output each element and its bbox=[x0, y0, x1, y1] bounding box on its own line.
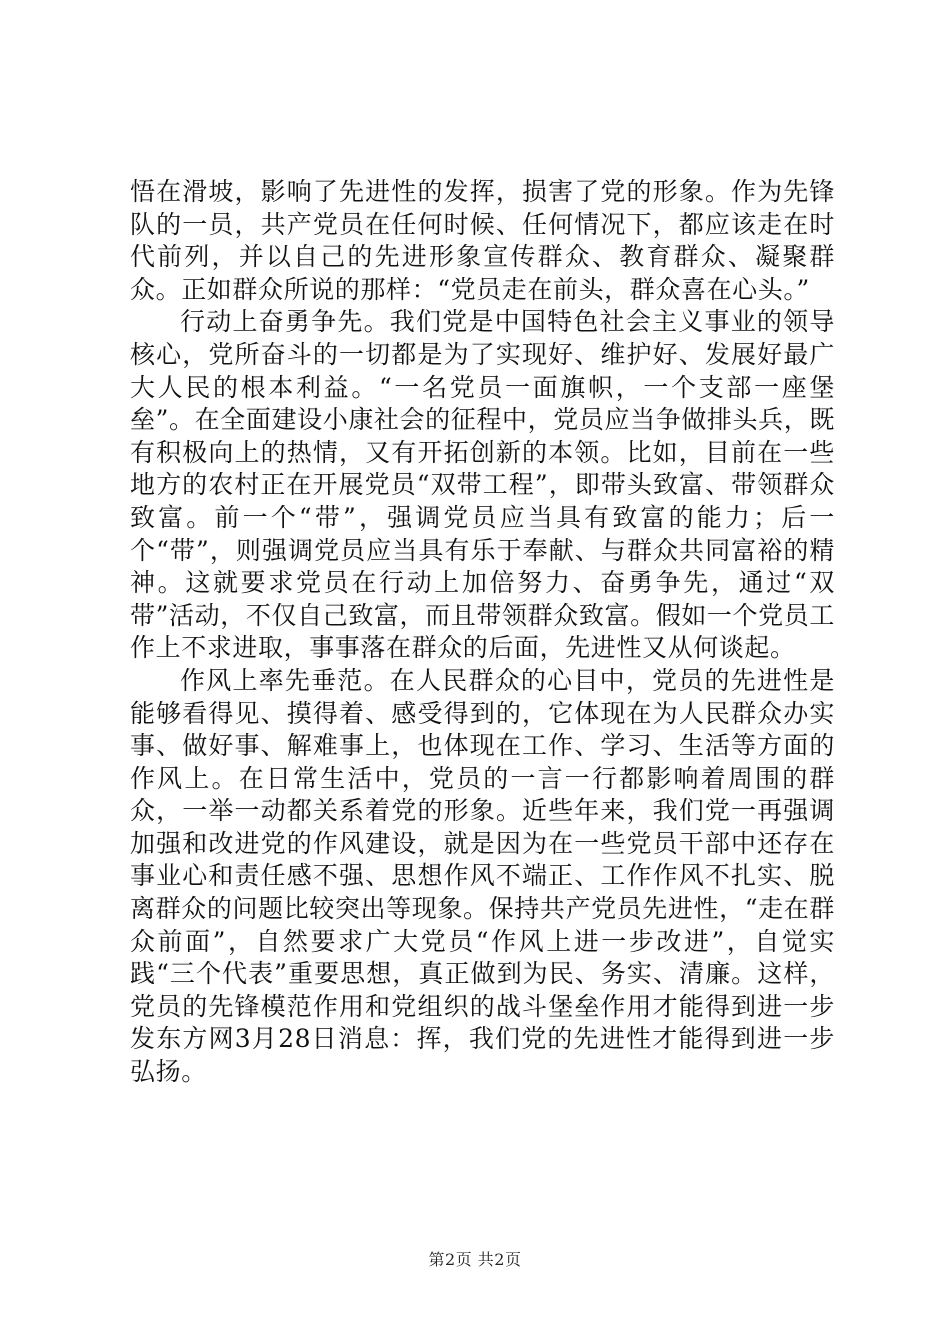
paragraph-3: 作风上率先垂范。在人民群众的心目中，党员的先进性是能够看得见、摸得着、感受得到的，它体现在为人民群众办实事、做好事、解难事上，也体现在工作、学习、生活等方面的作风上。在日常生活中，党员的一言一行都影响着周围的群众，一举一动都关系着党的形象。近些年来，我们党一再强调加强和改进党的作风建设，就是因为在一些党员干部中还存在事业心和责任感不强、思想作风不端正、工作作风不扎实、脱离群众的问题比较突出等现象。保持共产党员先进性，“走在群众前面”，自然要求广大党员“作风上进一步改进”，自觉实践“三个代表”重要思想，真正做到为民、务实、清廉。这样，党员的先锋模范作用和党组织的战斗堡垒作用才能得到进一步发东方网3月28日消息：挥，我们党的先进性才能得到进一步弘扬。 bbox=[130, 665, 835, 1087]
document-body bbox=[130, 176, 835, 1089]
page-footer: 第2页 共2页 bbox=[428, 1250, 522, 1269]
paragraph-1: 悟在滑坡，影响了先进性的发挥，损害了党的形象。作为先锋队的一员，共产党员在任何时候、任何情况下，都应该走在时代前列，并以自己的先进形象宣传群众、教育群众、凝聚群众。正如群众所说的那样：“党员走在前头，群众喜在心头。” bbox=[130, 177, 835, 304]
paragraph-2: 行动上奋勇争先。我们党是中国特色社会主义事业的领导核心，党所奋斗的一切都是为了实现好、维护好、发展好最广大人民的根本利益。“一名党员一面旗帜，一个支部一座堡垒”。在全面建设小康社会的征程中，党员应当争做排头兵，既有积极向上的热情，又有开拓创新的本领。比如，目前在一些地方的农村正在开展党员“双带工程”，即带头致富、带领群众致富。前一个“带”，强调党员应当具有致富的能力；后一个“带”，则强调党员应当具有乐于奉献、与群众共同富裕的精神。这就要求党员在行动上加倍努力、奋勇争先，通过“双带”活动，不仅自己致富，而且带领群众致富。假如一个党员工作上不求进取，事事落在群众的后面，先进性又从何谈起。 bbox=[130, 307, 835, 663]
